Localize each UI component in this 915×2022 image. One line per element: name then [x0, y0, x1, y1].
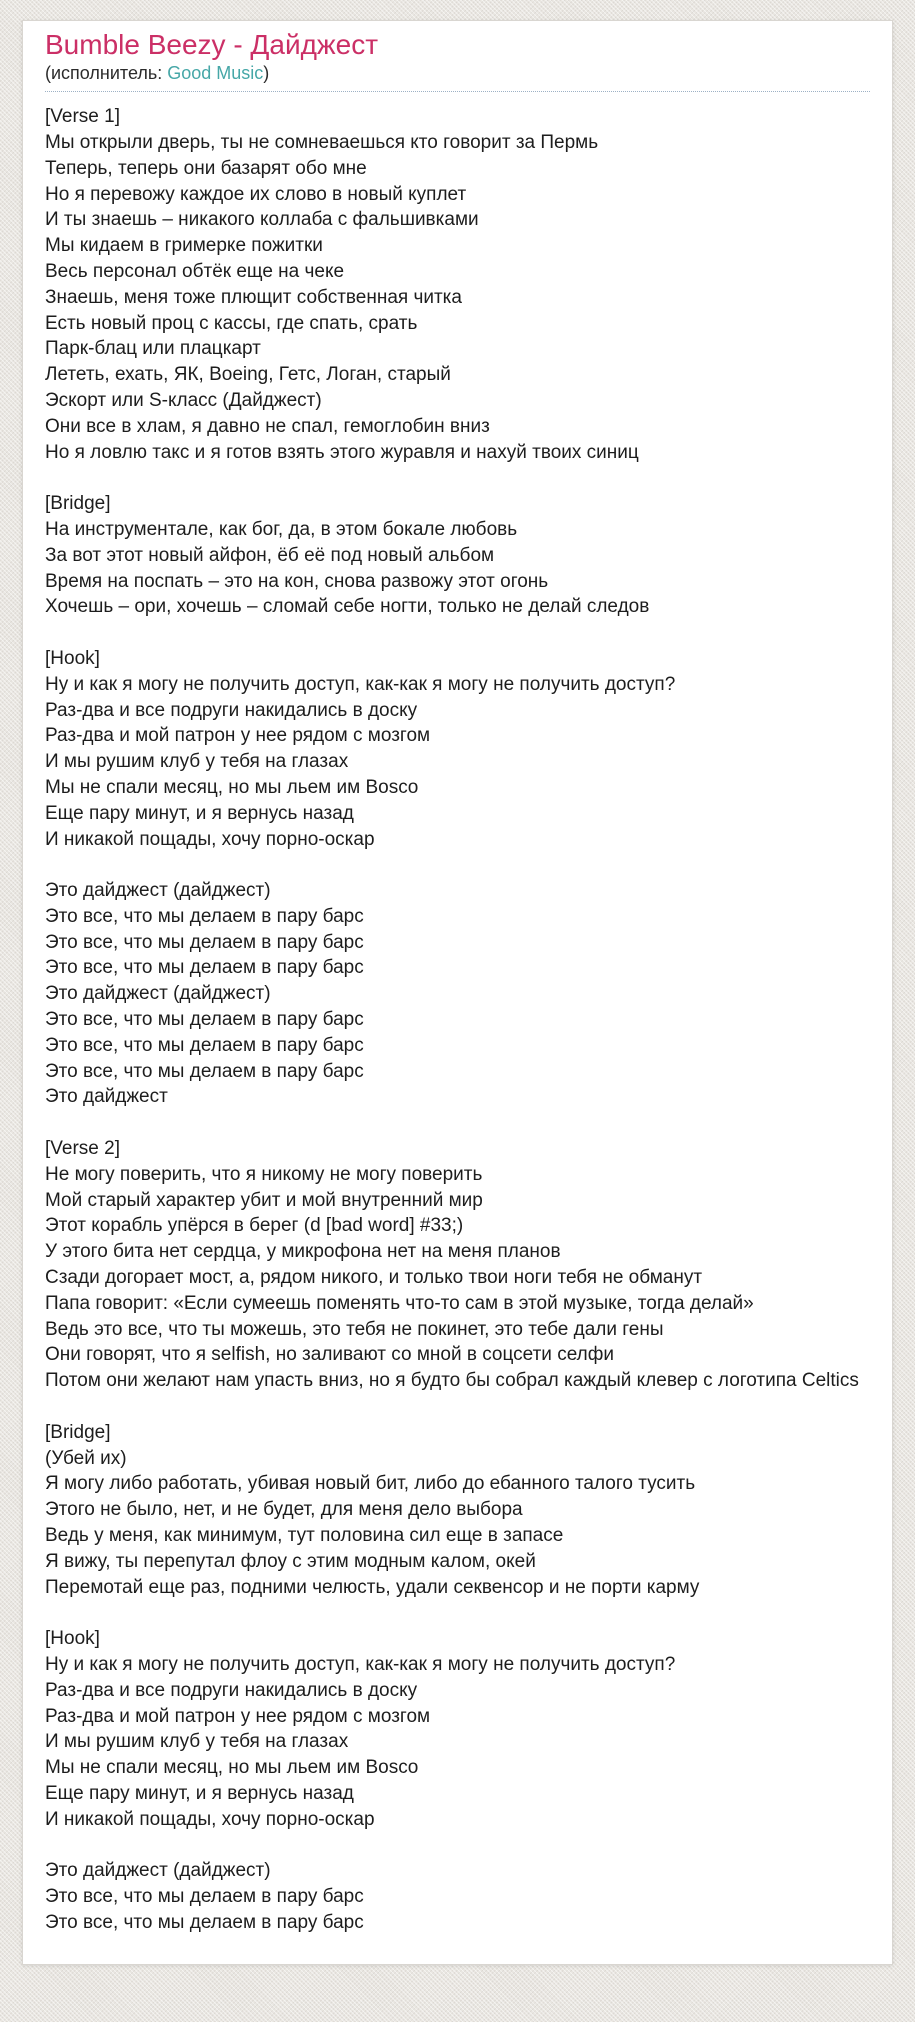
lyric-section: [Hook] Ну и как я могу не получить доступ, как-как я могу не получить доступ? Раз-два и все подруги накидались в доску Раз-два и мой патрон у нее рядом с мозгом И мы рушим клуб у тебя на глазах Мы не спали месяц, но мы льем им Bosco Еще пару минут, и я вернусь назад И никакой пощады, хочу порно-оскар [45, 1628, 676, 1830]
lyric-section: [Verse 2] Не могу поверить, что я никому не могу поверить Мой старый характер убит и мой внутренний мир Этот корабль упёрся в берег (d [bad word] #33;) У этого бита нет сердца, у микрофона нет на меня планов Сзади догорает мост, а, рядом никого, и только твои ноги тебя не обманут Папа говорит: «Если сумеешь поменять что-то сам в этой музыке, тогда делай» Ведь это все, что ты можешь, это тебя не покинет, это тебе дали гены Они говорят, что я selfish, но заливают со мной в соцсети селфи Потом они желают нам упасть вниз, но я будто бы собрал каждый клевер с логотипа Celtics [45, 1138, 859, 1392]
page-background [0, 20, 915, 1965]
artist-label-suffix: ) [263, 63, 270, 84]
lyric-section: Это дайджест (дайджест) Это все, что мы делаем в пару барс Это все, что мы делаем в пару барс [45, 1860, 364, 1933]
lyric-section: Это дайджест (дайджест) Это все, что мы делаем в пару барс Это все, что мы делаем в пару барс Это все, что мы делаем в пару барс Это дайджест (дайджест) Это все, что мы делаем в пару барс Это все, что мы делаем в пару барс Это все, что мы делаем в пару барс Это дайджест [45, 880, 364, 1108]
lyrics [45, 104, 870, 1936]
lyric-section: [Hook] Ну и как я могу не получить доступ, как-как я могу не получить доступ? Раз-два и все подруги накидались в доску Раз-два и мой патрон у нее рядом с мозгом И мы рушим клуб у тебя на глазах Мы не спали месяц, но мы льем им Bosco Еще пару минут, и я вернусь назад И никакой пощады, хочу порно-оскар [45, 647, 676, 850]
lyric-section: [Bridge] (Убей их) Я могу либо работать, убивая новый бит, либо до ебанного талого тусить Этого не было, нет, и не будет, для меня дело выбора Ведь у меня, как минимум, тут половина сил еще в запасе Я вижу, ты перепутал флоу с этим модным калом, окей Перемотай еще раз, подними челюсть, удали секвенсор и не порти карму [45, 1421, 700, 1598]
lyric-section: [Bridge] На инструментале, как бог, да, в этом бокале любовь За вот этот новый айфон, ёб её под новый альбом Время на поспать – это на кон, снова развожу этот огонь Хочешь – ори, хочешь – сломай себе ногти, только не делай следов [45, 493, 650, 618]
artist-link[interactable]: Good Music [167, 63, 264, 84]
artist-line [45, 63, 870, 92]
lyric-section: [Verse 1] Мы открыли дверь, ты не сомневаешься кто говорит за Пермь Теперь, теперь они базарят обо мне Но я перевожу каждое их слово в новый куплет И ты знаешь – никакого коллаба с фальшивками Мы кидаем в гримерке пожитки Весь персонал обтёк еще на чеке Знаешь, меня тоже плющит собственная читка Есть новый проц с кассы, где спать, срать Парк-блац или плацкарт Лететь, ехать, ЯК, Boeing, Гетс, Логан, старый Эскорт или S-класс (Дайджест) Они все в хлам, я давно не спал, гемоглобин вниз Но я ловлю такс и я готов взять этого журавля и нахуй твоих синиц [45, 106, 639, 463]
song-title: Bumble Beezy - Дайджест [45, 29, 379, 60]
lyrics-card [22, 20, 893, 1965]
artist-label: (исполнитель: [45, 63, 168, 84]
